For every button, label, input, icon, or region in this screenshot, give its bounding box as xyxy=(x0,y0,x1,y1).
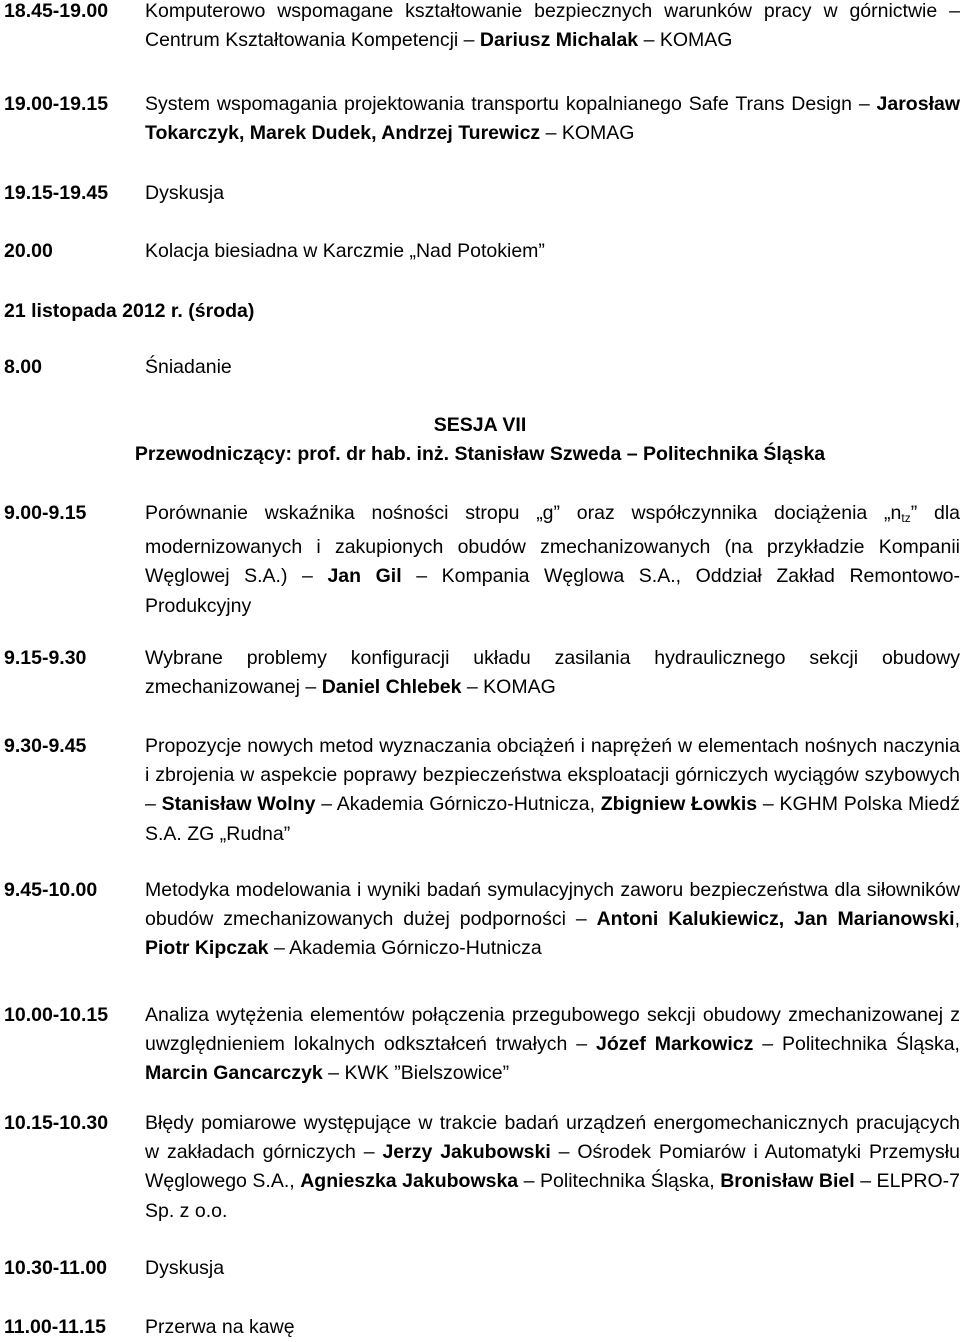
entry-text: Kolacja biesiadna w Karczmie „Nad Potokiem” xyxy=(145,240,545,262)
entry-time: 9.15-9.30 xyxy=(4,647,87,669)
entry-affiliation: – KOMAG xyxy=(461,676,556,699)
entry-affiliation: – Ośrodek Pomiarów i Automatyki Przemysłu Węglowego S.A., xyxy=(145,1141,960,1193)
entry-title: Błędy pomiarowe występujące w trakcie badań urządzeń energomechanicznych pracujących w zakładach górniczych – xyxy=(145,1112,960,1164)
agenda-entry xyxy=(4,876,960,964)
entry-time: 18.45-19.00 xyxy=(4,0,109,22)
entry-affiliation: – ELPRO-7 Sp. z o.o. xyxy=(145,1170,960,1222)
agenda-entry xyxy=(4,237,960,266)
entry-time: 10.30-11.00 xyxy=(4,1257,108,1279)
entry-time: 9.45-10.00 xyxy=(4,879,98,901)
entry-affiliation: – KGHM Polska Miedź S.A. ZG „Rudna” xyxy=(145,793,960,845)
entry-affiliation: – KWK ”Bielszowice” xyxy=(322,1062,510,1085)
entry-title-cont: ” dla modernizowanych i zakupionych obudów zmechanizowanych (na przykładzie Kompanii Węglowej S.A.) – xyxy=(145,502,960,588)
agenda-entry xyxy=(4,1109,960,1226)
entry-text: Śniadanie xyxy=(145,356,232,378)
entry-speaker: Józef Markowicz xyxy=(595,1033,754,1056)
agenda-entry xyxy=(4,0,960,55)
entry-speaker: Jan Gil xyxy=(327,565,402,588)
entry-text xyxy=(145,644,960,702)
entry-text: Dyskusja xyxy=(145,182,225,204)
entry-title: Propozycje nowych metod wyznaczania obciążeń i naprężeń w elementach nośnych naczynia i zbrojenia w aspekcie poprawy bezpieczeństwa eksploatacji górniczych wyciągów szybowych – xyxy=(145,735,960,816)
entry-separator: , xyxy=(954,908,960,931)
entry-text xyxy=(145,0,960,55)
entry-text xyxy=(145,876,960,964)
entry-speaker: Stanisław Wolny xyxy=(161,793,316,816)
agenda-entry xyxy=(4,1254,960,1283)
entry-text: Przerwa na kawę xyxy=(145,1316,295,1338)
entry-affiliation: – Akademia Górniczo-Hutnicza, xyxy=(315,793,601,816)
entry-text xyxy=(145,1001,960,1089)
day-heading: 21 listopada 2012 r. (środa) xyxy=(4,300,255,322)
entry-speaker: Zbigniew Łowkis xyxy=(600,793,758,816)
entry-text xyxy=(145,1109,960,1226)
session-title: SESJA VII xyxy=(433,414,527,436)
agenda-entry xyxy=(4,644,960,702)
agenda-entry xyxy=(4,1313,960,1342)
entry-time: 19.00-19.15 xyxy=(4,93,109,115)
entry-time: 10.00-10.15 xyxy=(4,1004,109,1026)
entry-title: Wybrane problemy konfiguracji układu zasilania hydraulicznego sekcji obudowy zmechanizowanej – xyxy=(145,647,960,699)
agenda-entry xyxy=(4,499,960,621)
entry-time: 20.00 xyxy=(4,240,53,262)
entry-affiliation: – KOMAG xyxy=(638,29,733,52)
entry-affiliation: – Kompania Węglowa S.A., Oddział Zakład Remontowo-Produkcyjny xyxy=(145,565,960,617)
entry-speaker: Jerzy Jakubowski xyxy=(382,1141,551,1164)
entry-time: 9.30-9.45 xyxy=(4,735,87,757)
entry-text: Dyskusja xyxy=(145,1257,225,1279)
entry-affiliation: – Akademia Górniczo-Hutnicza xyxy=(268,937,542,960)
entry-speaker: Piotr Kipczak xyxy=(145,937,269,960)
entry-speaker: Dariusz Michalak xyxy=(479,29,639,52)
entry-speaker: Daniel Chlebek xyxy=(321,676,462,699)
agenda-entry xyxy=(4,90,960,148)
agenda-entry xyxy=(4,732,960,849)
entry-affiliation: – KOMAG xyxy=(540,122,635,145)
entry-speaker: Agnieszka Jakubowska xyxy=(300,1170,519,1193)
entry-speaker: Bronisław Biel xyxy=(720,1170,855,1193)
agenda-entry xyxy=(4,179,960,208)
entry-time: 10.15-10.30 xyxy=(4,1112,109,1134)
entry-time: 19.15-19.45 xyxy=(4,182,109,204)
session-chair: Przewodniczący: prof. dr hab. inż. Stanisław Szweda – Politechnika Śląska xyxy=(134,443,826,465)
entry-title: Metodyka modelowania i wyniki badań symulacyjnych zaworu bezpieczeństwa dla siłowników obudów zmechanizowanych dużej podporności – xyxy=(145,879,960,931)
entry-speaker: Marcin Gancarczyk xyxy=(145,1062,323,1085)
entry-affiliation: – Politechnika Śląska, xyxy=(518,1170,721,1193)
entry-time: 9.00-9.15 xyxy=(4,502,87,524)
entry-title: Analiza wytężenia elementów połączenia przegubowego sekcji obudowy zmechanizowanej z uwzględnieniem lokalnych odkształceń trwałych – xyxy=(145,1004,960,1056)
subscript: tz xyxy=(901,511,911,525)
entry-time: 11.00-11.15 xyxy=(4,1316,106,1338)
entry-speaker: Antoni Kalukiewicz, Jan Marianowski xyxy=(596,908,955,931)
entry-affiliation: – Politechnika Śląska, xyxy=(753,1033,960,1056)
entry-text xyxy=(145,90,960,148)
agenda-entry xyxy=(4,1001,960,1089)
entry-text xyxy=(145,732,960,849)
agenda-entry xyxy=(4,353,960,382)
entry-speaker: Jarosław Tokarczyk, Marek Dudek, Andrzej Turewicz xyxy=(145,93,960,145)
entry-time: 8.00 xyxy=(4,356,42,378)
entry-title: System wspomagania projektowania transportu kopalnianego Safe Trans Design – xyxy=(145,93,877,115)
entry-title: Komputerowo wspomagane kształtowanie bezpiecznych warunków pracy w górnictwie – Centrum Kształtowania Kompetencji – xyxy=(145,0,960,52)
entry-text xyxy=(145,499,960,621)
entry-title: Porównanie wskaźnika nośności stropu „g” oraz współczynnika dociążenia „n xyxy=(145,502,902,524)
